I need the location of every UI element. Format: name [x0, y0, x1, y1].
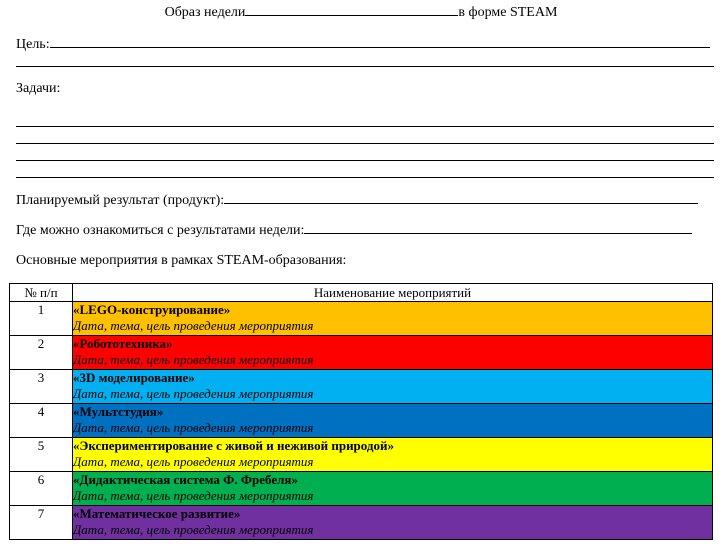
tasks-label: Задачи:: [16, 81, 61, 96]
goal-label: Цель:: [16, 37, 50, 52]
table-row: [10, 506, 713, 540]
row-number: 2: [10, 336, 73, 370]
goal-blank-line-2[interactable]: [16, 66, 714, 67]
tasks-blank-line-3[interactable]: [16, 160, 714, 161]
title-suffix: в форме STEAM: [458, 5, 558, 20]
page-title: [0, 4, 722, 22]
title-blank[interactable]: [245, 15, 458, 16]
event-name: «Мультстудия»: [73, 404, 164, 419]
event-description: Дата, тема, цель проведения мероприятия: [73, 318, 314, 333]
event-description: Дата, тема, цель проведения мероприятия: [73, 386, 314, 401]
where-line: [16, 222, 714, 240]
table-row: [10, 472, 713, 506]
result-label: Планируемый результат (продукт):: [16, 193, 225, 208]
event-description: Дата, тема, цель проведения мероприятия: [73, 352, 314, 367]
events-table: [9, 283, 713, 540]
event-cell: [73, 370, 713, 404]
table-row: [10, 336, 713, 370]
tasks-blank-line-1[interactable]: [16, 126, 714, 127]
table-body: [10, 302, 713, 540]
event-name: «Дидактическая система Ф. Фребеля»: [73, 472, 298, 487]
tasks-blank-line-2[interactable]: [16, 143, 714, 144]
result-line: [16, 192, 714, 210]
goal-blank[interactable]: [50, 47, 710, 48]
event-cell: [73, 438, 713, 472]
event-description: Дата, тема, цель проведения мероприятия: [73, 522, 314, 537]
row-number: 3: [10, 370, 73, 404]
header-number: № п/п: [10, 284, 73, 302]
table-row: [10, 404, 713, 438]
event-description: Дата, тема, цель проведения мероприятия: [73, 454, 314, 469]
tasks-blank-line-4[interactable]: [16, 177, 714, 178]
event-cell: [73, 404, 713, 438]
row-number: 6: [10, 472, 73, 506]
event-name: «3D моделирование»: [73, 370, 195, 385]
event-cell: [73, 302, 713, 336]
row-number: 7: [10, 506, 73, 540]
event-name: «LEGO-конструирование»: [73, 302, 231, 317]
event-name: «Математическое развитие»: [73, 506, 241, 521]
table-header-row: [10, 284, 713, 302]
event-description: Дата, тема, цель проведения мероприятия: [73, 488, 314, 503]
goal-line: [16, 36, 714, 54]
event-cell: [73, 506, 713, 540]
event-name: «Робототехника»: [73, 336, 173, 351]
row-number: 1: [10, 302, 73, 336]
where-label: Где можно ознакомиться с результатами недели:: [16, 223, 305, 238]
result-blank[interactable]: [224, 203, 698, 204]
events-label: Основные мероприятия в рамках STEAM-образования:: [16, 253, 347, 268]
title-prefix: Образ недели: [164, 5, 246, 20]
event-cell: [73, 472, 713, 506]
row-number: 4: [10, 404, 73, 438]
event-cell: [73, 336, 713, 370]
table-row: [10, 302, 713, 336]
row-number: 5: [10, 438, 73, 472]
header-events: Наименование мероприятий: [73, 284, 713, 302]
event-description: Дата, тема, цель проведения мероприятия: [73, 420, 314, 435]
where-blank[interactable]: [304, 233, 692, 234]
event-name: «Экспериментирование с живой и неживой природой»: [73, 438, 394, 453]
table-row: [10, 370, 713, 404]
table-row: [10, 438, 713, 472]
